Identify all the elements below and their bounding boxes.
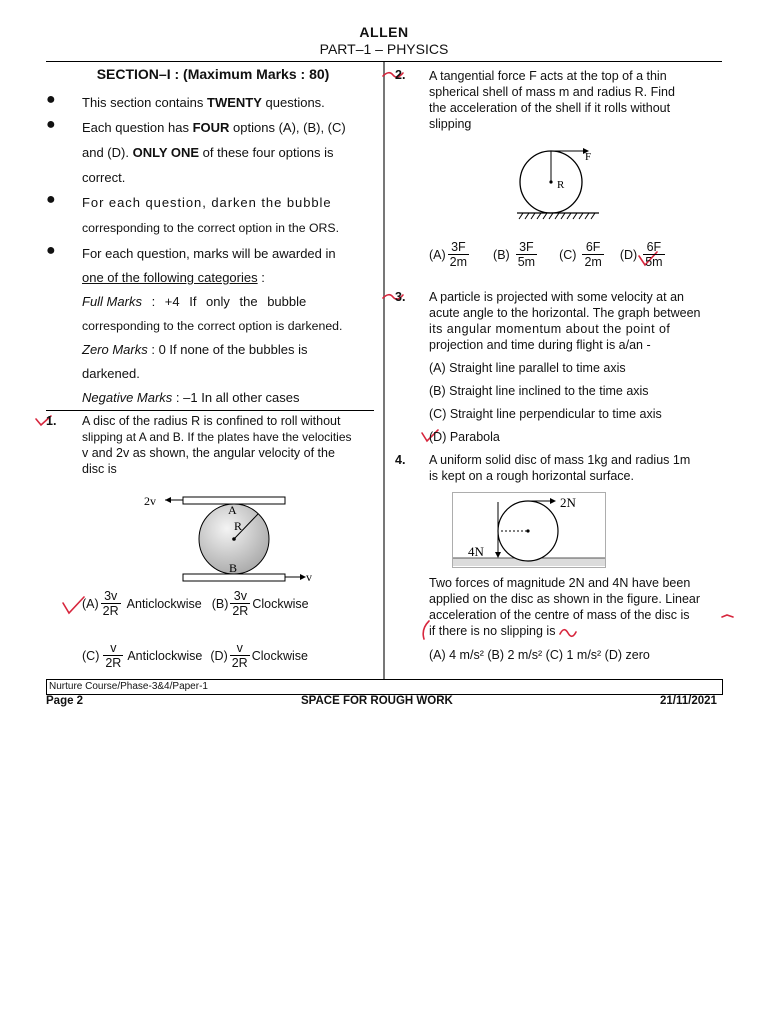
- q2-option-b-label: (B): [493, 247, 510, 262]
- bullet-1-text: This section contains TWENTY questions.: [82, 95, 325, 110]
- q1-label-v: v: [306, 570, 312, 584]
- q1-option-b-fraction: $\frac{3v}{2R}$: [232, 589, 249, 618]
- bullet-2-line-1: Each question has FOUR options (A), (B), (C): [82, 120, 346, 135]
- q4-margin-mark: [721, 612, 735, 622]
- q1-line-3: v and 2v as shown, the angular velocity of the: [82, 446, 335, 460]
- q2-line-1: A tangential force F acts at the top of a thin: [429, 69, 667, 83]
- q1-figure-disc: [140, 488, 320, 588]
- q4-para-line-3: acceleration of the centre of mass of the disc is: [429, 608, 690, 622]
- footer-rough-work: SPACE FOR ROUGH WORK: [301, 695, 453, 707]
- q3-line-2: acute angle to the horizontal. The graph between: [429, 306, 701, 320]
- q1-label-a: A: [228, 503, 237, 517]
- q1-option-a-fraction: $\frac{3v}{2R}$: [102, 589, 119, 618]
- q4-figure-disc: [452, 492, 606, 568]
- q4-line-2: is kept on a rough horizontal surface.: [429, 469, 634, 483]
- bullet-4-line-2: one of the following categories :: [82, 270, 265, 285]
- q1-number: 1.: [46, 414, 57, 428]
- q1-label-b: B: [229, 561, 238, 575]
- q3-option-d: (D) Parabola: [429, 430, 500, 444]
- q3-number: 3.: [395, 290, 406, 304]
- q2-option-d-label: (D): [619, 247, 638, 262]
- full-marks-line-1: Full Marks : +4 If only the bubble: [82, 294, 307, 309]
- q1-line-4: disc is: [82, 462, 117, 476]
- q3-line-1: A particle is projected with some velocity at an: [429, 290, 684, 304]
- bullet-3-line-1: For each question, darken the bubble: [82, 195, 332, 210]
- q1-bottom-plate: [183, 574, 285, 581]
- column-divider: [383, 62, 385, 679]
- q2-option-a-fraction: $\frac{3F}{2m}$: [449, 240, 468, 269]
- footer-page: Page 2: [46, 695, 84, 707]
- footer-course-box: [46, 679, 723, 695]
- q1-line-1: A disc of the radius R is confined to roll without: [82, 414, 341, 428]
- q2-line-4: slipping: [429, 117, 472, 131]
- q2-option-a-label: (A): [429, 247, 446, 262]
- q1-option-a-label: (A): [82, 596, 99, 611]
- bullet-2: ●: [46, 116, 56, 133]
- q2-line-3: the acceleration of the shell if it rolls without: [429, 101, 671, 115]
- footer-course: Nurture Course/Phase-3&4/Paper-1: [49, 681, 208, 692]
- q1-option-d-label: (D): [210, 648, 228, 663]
- q4-options: (A) 4 m/s² (B) 2 m/s² (C) 1 m/s² (D) zero: [429, 648, 650, 662]
- q1-option-c-fraction: $\frac{v}{2R}$: [105, 641, 122, 670]
- q1-option-c-label: (C): [82, 648, 100, 663]
- q4-line-1: A uniform solid disc of mass 1kg and radius 1m: [429, 453, 691, 467]
- bullet-2-line-2: and (D). ONLY ONE of these four options is: [82, 145, 334, 160]
- negative-marks-line: Negative Marks : –1 In all other cases: [82, 390, 300, 405]
- full-marks-line-2: corresponding to the correct option is darkened.: [82, 319, 343, 333]
- q2-label-r: R: [557, 179, 565, 191]
- q3-option-a: (A) Straight line parallel to time axis: [429, 361, 626, 375]
- q4-para-line-4: if there is no slipping is: [429, 624, 556, 638]
- q2-option-d-fraction: $\frac{6F}{5m}$: [645, 240, 663, 269]
- brand-logo-text: ALLEN: [359, 24, 409, 40]
- q2-label-f: F: [585, 151, 592, 163]
- q2-option-c-label: (C): [559, 247, 577, 262]
- q1-option-d-fraction: $\frac{v}{2R}$: [231, 641, 248, 670]
- q2-figure-shell: [513, 146, 603, 222]
- q4-label-2n: 2N: [560, 495, 576, 510]
- bullet-4: ●: [46, 242, 56, 259]
- q2-options-row: [429, 240, 667, 269]
- zero-marks-line-2: darkened.: [82, 366, 140, 381]
- q2-number: 2.: [395, 68, 406, 82]
- q4-number: 4.: [395, 453, 406, 467]
- q1-options-row-2: (C) $\frac{v}{2R}$ Anticlockwise (D) $\frac{v}{2R}$ Clockwise: [82, 641, 308, 670]
- q1-label-r: R: [234, 519, 243, 533]
- q3-line-4: projection and time during flight is a/an -: [429, 338, 651, 352]
- q1-label-2v: 2v: [144, 494, 156, 508]
- q2-option-b-fraction: $\frac{3F}{5m}$: [517, 240, 536, 269]
- q2-line-2: spherical shell of mass m and radius R. Find: [429, 85, 675, 99]
- q3-option-c: (C) Straight line perpendicular to time axis: [429, 407, 662, 421]
- q4-para-line-2: applied on the disc as shown in the figure. Linear: [429, 592, 701, 606]
- section-rule: [46, 410, 374, 411]
- q3-option-b: (B) Straight line inclined to the time axis: [429, 384, 649, 398]
- q3-line-3: its angular momentum about the point of: [429, 322, 671, 336]
- section-title: SECTION–I : (Maximum Marks : 80): [96, 66, 330, 82]
- q4-label-4n: 4N: [468, 544, 484, 559]
- zero-marks-line-1: Zero Marks : 0 If none of the bubbles is: [82, 342, 308, 357]
- bullet-3: ●: [46, 191, 56, 208]
- q4-strike-mark: [558, 624, 578, 640]
- q1-options-row-1: (A) $\frac{3v}{2R}$ Anticlockwise (B) $\frac{3v}{2R}$ Clockwise: [82, 589, 309, 618]
- footer-date: 21/11/2021: [660, 695, 717, 707]
- bullet-2-line-3: correct.: [82, 170, 126, 185]
- bullet-4-line-1: For each question, marks will be awarded in: [82, 246, 336, 261]
- q1-line-2: slipping at A and B. If the plates have the velocities: [82, 430, 352, 444]
- q1-option-b-label: (B): [211, 596, 229, 611]
- bullet-3-line-2: corresponding to the correct option in the ORS.: [82, 221, 340, 235]
- q4-para-line-1: Two forces of magnitude 2N and 4N have been: [429, 576, 691, 590]
- bullet-1: ●: [46, 91, 56, 108]
- q2-option-c-fraction: $\frac{6F}{2m}$: [584, 240, 602, 269]
- part-title: PART–1 – PHYSICS: [319, 41, 449, 57]
